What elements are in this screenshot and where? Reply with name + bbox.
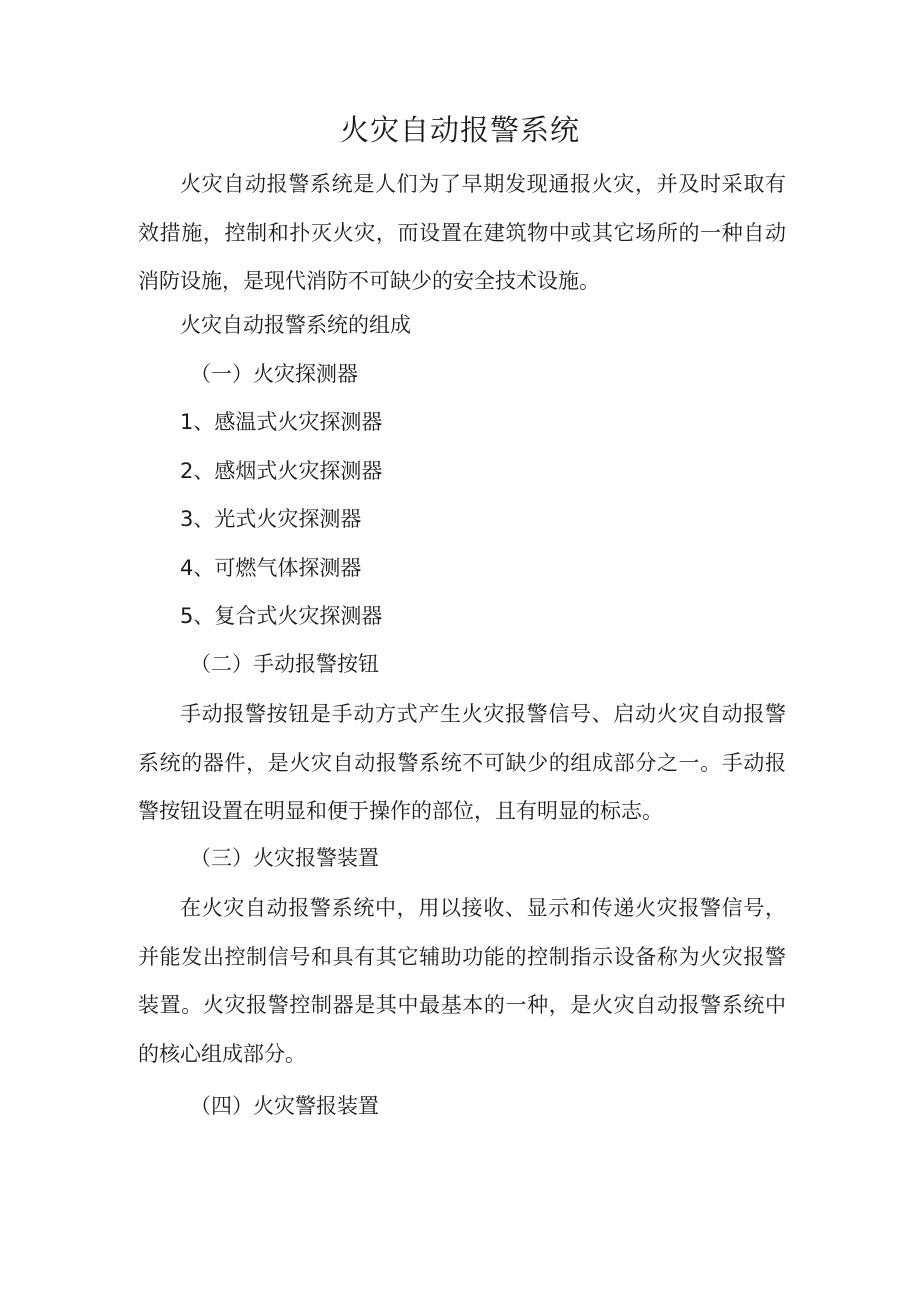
section2-paragraph: 手动报警按钮是手动方式产生火灾报警信号、启动火灾自动报警系统的器件，是火灾自动报警系统不可缺少的组成部分之一。手动报警按钮设置在明显和便于操作的部位，且有明显的标志。	[138, 702, 786, 823]
detector-item: 1、感温式火灾探测器	[180, 410, 383, 434]
section2-heading: （二）手动报警按钮	[190, 652, 379, 676]
intro-paragraph: 火灾自动报警系统是人们为了早期发现通报火灾，并及时采取有效措施，控制和扑灭火灾，而设置在建筑物中或其它场所的一种自动消防设施，是现代消防不可缺少的安全技术设施。	[138, 172, 786, 293]
document-title: 火灾自动报警系统	[339, 113, 580, 147]
composition-heading: 火灾自动报警系统的组成	[180, 313, 411, 337]
section1-heading: （一）火灾探测器	[190, 362, 358, 386]
section3-heading: （三）火灾报警装置	[190, 846, 379, 870]
section4-heading: （四）火灾警报装置	[190, 1094, 379, 1118]
detector-item: 2、感烟式火灾探测器	[180, 459, 383, 483]
detector-item: 3、光式火灾探测器	[180, 507, 362, 531]
detector-item: 5、复合式火灾探测器	[180, 604, 383, 628]
section3-paragraph: 在火灾自动报警系统中，用以接收、显示和传递火灾报警信号，并能发出控制信号和具有其它辅助功能的控制指示设备称为火灾报警装置。火灾报警控制器是其中最基本的一种，是火灾自动报警系统中的核心组成部分。	[138, 896, 786, 1066]
detector-item: 4、可燃气体探测器	[180, 556, 362, 580]
